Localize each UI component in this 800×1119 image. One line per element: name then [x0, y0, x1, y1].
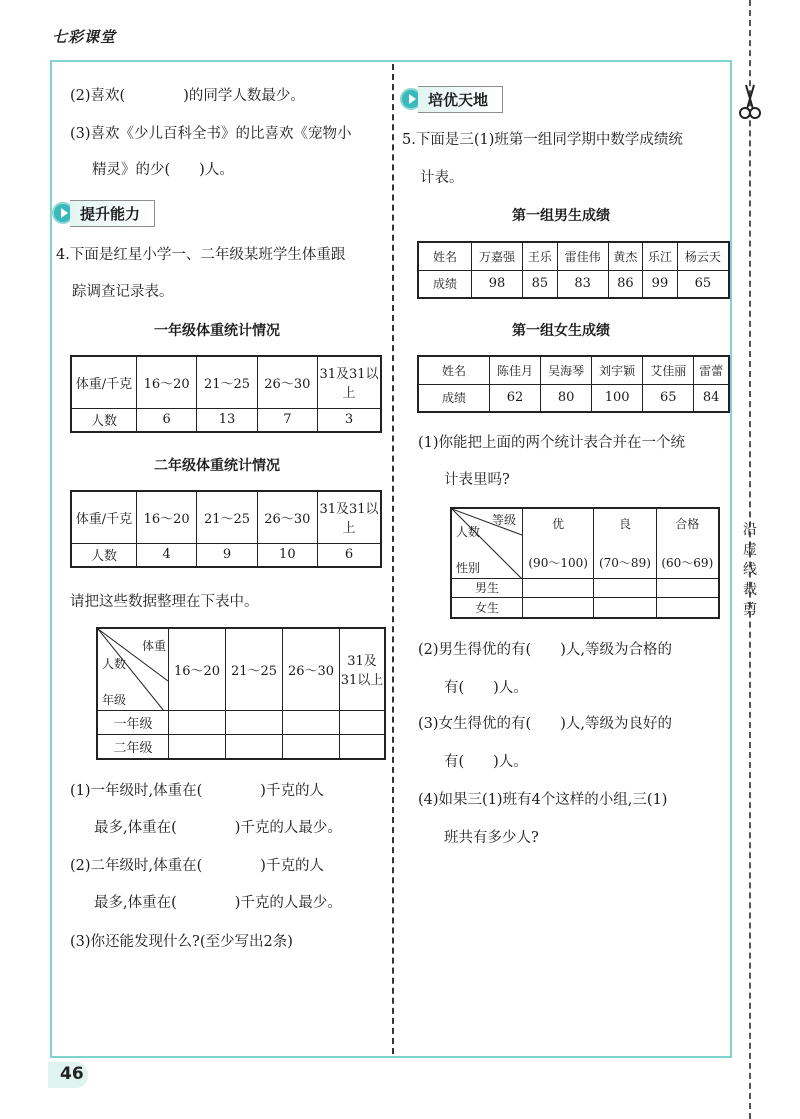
girls-name-cell: 刘宇颖 [592, 356, 643, 384]
table2-range-cell: 21～25 [197, 491, 257, 543]
girls-table-title: 第一组女生成绩 [512, 323, 610, 339]
question-5-3-line1: (3)女生得优的有( )人,等级为良好的 [418, 716, 672, 732]
table3-blank-cell[interactable] [226, 734, 283, 759]
boys-score-cell: 83 [557, 270, 608, 298]
merge-blank-cell[interactable] [523, 598, 594, 618]
question-5-3-line2: 有( )人。 [444, 754, 528, 770]
table1-range-cell: 16～20 [137, 356, 197, 408]
girls-name-cell: 陈佳月 [490, 356, 541, 384]
merge-row-label: 男生 [451, 578, 523, 598]
question-4-1-line2: 最多,体重在( )千克的人最少。 [94, 820, 342, 836]
table1-title: 一年级体重统计情况 [154, 323, 280, 339]
table3-blank-cell[interactable] [340, 734, 386, 759]
question-5-1-line2: 计表里吗? [444, 472, 510, 488]
merge-blank-cell[interactable] [594, 598, 656, 618]
boys-name-cell: 雷佳伟 [557, 242, 608, 270]
grade-range: (70～89) [598, 556, 651, 571]
cut-instruction: 沿虚线裁剪 [743, 522, 757, 618]
corner-label-grade: 年级 [102, 693, 127, 707]
boys-table-title: 第一组男生成绩 [512, 208, 610, 224]
column-divider [392, 64, 394, 1054]
girls-score-cell: 62 [490, 384, 541, 412]
table3-blank-cell[interactable] [226, 710, 283, 734]
table1-count-cell: 3 [318, 408, 382, 432]
merge-blank-cell[interactable] [656, 578, 719, 598]
question-5-2-line1: (2)男生得优的有( )人,等级为合格的 [418, 642, 672, 658]
question-3-3-line2: 精灵》的少( )人。 [92, 162, 234, 178]
grade-range: (90～100) [528, 556, 588, 571]
question-4-2-line1: (2)二年级时,体重在( )千克的人 [70, 858, 324, 874]
table-grade2-weight [70, 490, 382, 568]
question-5-2-line2: 有( )人。 [444, 680, 528, 696]
table2-range-cell: 16～20 [137, 491, 197, 543]
boys-name-label: 姓名 [418, 242, 472, 270]
question-5-4-line2: 班共有多少人? [444, 830, 539, 846]
boys-score-cell: 65 [677, 270, 729, 298]
girls-name-cell: 吴海琴 [541, 356, 592, 384]
boys-name-cell: 万嘉强 [472, 242, 523, 270]
corner-label-count: 人数 [102, 657, 127, 671]
table1-range-cell: 26～30 [257, 356, 317, 408]
table1-header-weight: 体重/千克 [71, 356, 137, 408]
table-combined-blank [96, 627, 386, 760]
question-4-2-line2: 最多,体重在( )千克的人最少。 [94, 895, 342, 911]
section-badge-advanced [400, 86, 503, 112]
table1-count-cell: 6 [137, 408, 197, 432]
page-number: 46 [60, 1064, 84, 1084]
boys-name-cell: 黄杰 [608, 242, 643, 270]
boys-name-cell: 杨云天 [677, 242, 729, 270]
boys-score-cell: 98 [472, 270, 523, 298]
corner-label-weight: 体重 [142, 639, 167, 653]
question-4-line1: 4.下面是红星小学一、二年级某班学生体重跟 [56, 247, 346, 263]
table2-range-cell: 26～30 [257, 491, 317, 543]
question-4-line2: 踪调查记录表。 [72, 284, 174, 300]
girls-score-cell: 80 [541, 384, 592, 412]
table2-count-cell: 10 [257, 543, 317, 567]
question-5-line1: 5.下面是三(1)班第一组同学期中数学成绩统 [402, 132, 683, 148]
merge-blank-cell[interactable] [656, 598, 719, 618]
girls-score-cell: 100 [592, 384, 643, 412]
table2-count-cell: 4 [137, 543, 197, 567]
table1-count-cell: 7 [257, 408, 317, 432]
table3-blank-cell[interactable] [283, 734, 340, 759]
table3-row-label: 二年级 [97, 734, 169, 759]
merge-corner-cell [451, 508, 523, 578]
boys-score-cell: 85 [523, 270, 558, 298]
table3-range-cell: 16～20 [169, 628, 226, 710]
table2-title: 二年级体重统计情况 [154, 458, 280, 474]
brand-logo: 七彩课堂 [52, 28, 117, 46]
girls-score-cell: 65 [643, 384, 694, 412]
question-3-3-line1: (3)喜欢《少儿百科全书》的比喜欢《宠物小 [70, 126, 352, 142]
table2-header-count: 人数 [71, 543, 137, 567]
girls-score-label: 成绩 [418, 384, 490, 412]
question-3-2: (2)喜欢( )的同学人数最少。 [70, 88, 305, 104]
table1-range-cell: 21～25 [197, 356, 257, 408]
table-grade1-weight [70, 355, 382, 433]
grade-range: (60～69) [661, 556, 714, 571]
question-5-1-line1: (1)你能把上面的两个统计表合并在一个统 [418, 435, 686, 451]
corner-label-level: 等级 [492, 513, 517, 527]
question-4-3: (3)你还能发现什么?(至少写出2条) [70, 934, 293, 950]
corner-label-count: 人数 [456, 525, 481, 539]
section-title-improve: 提升能力 [70, 200, 155, 227]
girls-score-cell: 84 [694, 384, 729, 412]
girls-name-label: 姓名 [418, 356, 490, 384]
table2-count-cell: 6 [318, 543, 382, 567]
grade-label: 良 [618, 517, 631, 532]
boys-score-cell: 99 [643, 270, 678, 298]
grade-label: 合格 [675, 517, 700, 532]
table3-range-cell: 31及31以上 [340, 628, 386, 710]
merge-blank-cell[interactable] [594, 578, 656, 598]
table2-range-cell: 31及31以上 [318, 491, 382, 543]
section-badge-improve [52, 200, 155, 226]
section-title-advanced: 培优天地 [418, 86, 503, 113]
table1-header-count: 人数 [71, 408, 137, 432]
boys-name-cell: 乐江 [643, 242, 678, 270]
table3-blank-cell[interactable] [169, 710, 226, 734]
girls-name-cell: 艾佳丽 [643, 356, 694, 384]
table3-blank-cell[interactable] [169, 734, 226, 759]
table2-count-cell: 9 [197, 543, 257, 567]
question-5-line2: 计表。 [420, 170, 464, 186]
instruction-organize: 请把这些数据整理在下表中。 [70, 594, 259, 610]
merge-grade-cell [656, 508, 719, 578]
table3-blank-cell[interactable] [340, 710, 386, 734]
table1-range-cell: 31及31以上 [318, 356, 382, 408]
table-boys-scores [417, 241, 730, 299]
table-merge-blank [450, 507, 720, 619]
question-4-1-line1: (1)一年级时,体重在( )千克的人 [70, 783, 324, 799]
table3-corner-cell [97, 628, 169, 710]
table3-range-cell: 26～30 [283, 628, 340, 710]
girls-name-cell: 雷蕾 [694, 356, 729, 384]
boys-score-cell: 86 [608, 270, 643, 298]
merge-grade-cell [523, 508, 594, 578]
table2-header-weight: 体重/千克 [71, 491, 137, 543]
grade-label: 优 [552, 517, 565, 532]
table1-count-cell: 13 [197, 408, 257, 432]
merge-grade-cell [594, 508, 656, 578]
merge-blank-cell[interactable] [523, 578, 594, 598]
scissors-icon [738, 82, 762, 122]
boys-name-cell: 王乐 [523, 242, 558, 270]
corner-label-gender: 性别 [456, 561, 481, 575]
table3-blank-cell[interactable] [283, 710, 340, 734]
table3-row-label: 一年级 [97, 710, 169, 734]
table-girls-scores [417, 355, 730, 413]
table3-range-cell: 21～25 [226, 628, 283, 710]
boys-score-label: 成绩 [418, 270, 472, 298]
question-5-4-line1: (4)如果三(1)班有4个这样的小组,三(1) [418, 792, 668, 808]
merge-row-label: 女生 [451, 598, 523, 618]
